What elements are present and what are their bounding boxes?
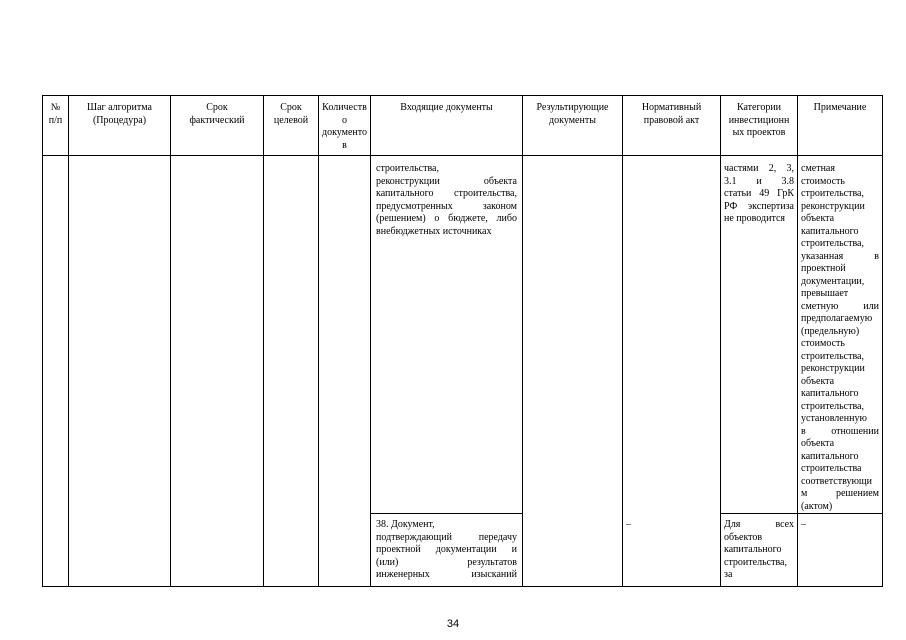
- row2-input-docs: 38. Документ, подтверждающий передачу проектной документации и (или) результатов инженерных изысканий: [376, 519, 517, 580]
- col-border: [370, 95, 371, 587]
- col-border: [170, 95, 171, 587]
- row2-normative-act: –: [626, 519, 631, 530]
- header-input-docs: Входящие документы: [400, 102, 493, 113]
- header-step: Шаг алгоритма (Процедура): [87, 102, 152, 126]
- header-category: Категории инвестиционн ых проектов: [728, 102, 790, 138]
- row1-note: сметная стоимость строительства, реконструкции объекта капитального строительства, указанная в проектной документации, превышает сметную или предполагаемую (предельную) стоимость строительства, реконструкции объекта капитального строительства, установленную в отношении объекта капитального строительства соответствующи м решением (актом): [801, 163, 879, 512]
- row2-note: –: [801, 519, 806, 530]
- table-bottom-border: [42, 586, 882, 587]
- col-border: [68, 95, 69, 587]
- col-border: [42, 95, 43, 587]
- col-border: [522, 95, 523, 587]
- header-target-term: Срок целевой: [273, 102, 309, 126]
- header-actual-term: Срок фактический: [189, 102, 245, 126]
- row1-input-docs: строительства, реконструкции объекта капитального строительства, предусмотренных законом (решением) о бюджете, либо внебюджетных источниках: [376, 163, 517, 237]
- col-border: [797, 95, 798, 587]
- col-border: [622, 95, 623, 587]
- col-border: [263, 95, 264, 587]
- row-divider: [720, 513, 882, 514]
- col-border: [318, 95, 319, 587]
- row1-category: частями 2, 3, 3.1 и 3.8 статьи 49 ГрК РФ экспертиза не проводится: [724, 163, 794, 224]
- header-doc-count: Количеств о документо в: [321, 102, 368, 151]
- header-num: № п/п: [48, 102, 63, 126]
- header-note: Примечание: [813, 102, 867, 113]
- page-number: 34: [446, 618, 460, 630]
- table-top-border: [42, 95, 882, 96]
- row2-category: Для всех объектов капитального строительства, за: [724, 519, 794, 580]
- header-result-docs: Результирующие документы: [536, 102, 609, 126]
- row-divider: [370, 513, 522, 514]
- col-border: [882, 95, 883, 587]
- header-bottom-border: [42, 155, 882, 156]
- header-normative-act: Нормативный правовой акт: [641, 102, 702, 126]
- col-border: [720, 95, 721, 587]
